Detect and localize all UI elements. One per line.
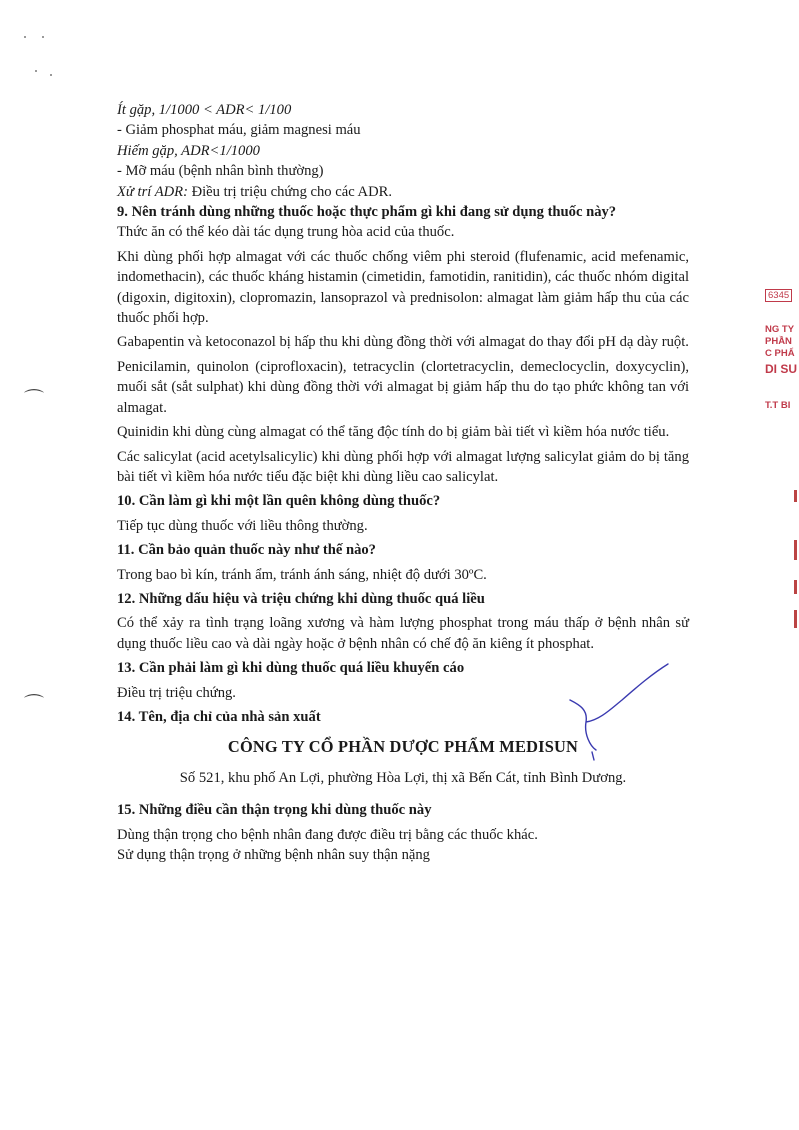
stamp-edge-mark: [794, 490, 797, 502]
adr-treatment: [117, 182, 689, 202]
section-12-heading: 12. Những dấu hiệu và triệu chứng khi dùng thuốc quá liều: [117, 590, 485, 607]
section-9-paragraph: Gabapentin và ketoconazol bị hấp thu khi dùng đồng thời với almagat do thay đổi pH dạ dày ruột.: [117, 334, 689, 351]
scan-speck: [42, 36, 44, 38]
section-9-paragraph: Khi dùng phối hợp almagat với các thuốc chống viêm phi steroid (flufenamic, acid mefenamic, indomethacin), các thuốc kháng histamin (cimetidin, famotidin, ranitidin), các thuốc nhóm digital (digoxin, digitoxin), clopromazin, lansoprazol và prednisolon: almagat làm giảm hấp thu của các thuốc phối hợp.: [117, 248, 689, 327]
stamp-edge-mark: [794, 580, 797, 594]
stamp-line: C PHẨ: [765, 348, 795, 359]
adr-rare-label: Hiếm gặp, ADR<1/1000: [117, 142, 260, 159]
section-14-heading: 14. Tên, địa chỉ của nhà sản xuất: [117, 708, 321, 725]
section-9-heading: 9. Nên tránh dùng những thuốc hoặc thực phẩm gì khi đang sử dụng thuốc này?: [117, 204, 617, 221]
manufacturer-name: CÔNG TY CỔ PHẦN DƯỢC PHẨM MEDISUN: [227, 737, 579, 757]
section-15-paragraph: Sử dụng thận trọng ở những bệnh nhân suy thận nặng: [117, 847, 430, 863]
scan-speck: [35, 70, 37, 72]
section-11-paragraph: Trong bao bì kín, tránh ẩm, tránh ánh sáng, nhiệt độ dưới 30ºC.: [117, 566, 487, 583]
stamp-line: DI SU: [765, 362, 798, 376]
section-15-paragraph: Dùng thận trọng cho bệnh nhân đang được điều trị bằng các thuốc khác.: [117, 826, 538, 843]
stamp-line: T.T BI: [765, 400, 791, 411]
stamp-line: PHẦN: [765, 336, 792, 347]
section-11-heading: 11. Cần bảo quản thuốc này như thế nào?: [117, 542, 376, 559]
section-9-paragraph: Các salicylat (acid acetylsalicylic) khi dùng phối hợp với almagat lượng salicylat giảm do bị tăng bài tiết vì kiềm hóa nước tiểu đặc biệt khi dùng liều cao salicylat.: [117, 448, 689, 485]
scan-speck: [50, 74, 52, 76]
adr-treatment-text: Điều trị triệu chứng cho các ADR.: [187, 183, 392, 200]
punch-mark-icon: ⌒: [24, 387, 44, 411]
company-stamp: [761, 286, 799, 426]
stamp-edge-mark: [794, 610, 797, 628]
section-10-heading: 10. Cần làm gì khi một lần quên không dùng thuốc?: [117, 493, 441, 510]
punch-mark-icon: ⌒: [24, 692, 44, 716]
section-12-paragraph: Có thể xảy ra tình trạng loãng xương và hàm lượng phosphat trong máu thấp ở bệnh nhân sử dụng thuốc liều cao và dài ngày hoặc ở bệnh nhân có chế độ ăn kiêng ít phosphat.: [117, 615, 689, 652]
section-9-paragraph: Penicilamin, quinolon (ciprofloxacin), tetracyclin (clortetracyclin, demeclocyclin, doxycyclin), muối sắt (sắt sulphat) khi dùng đồng thời với almagat bị giảm hấp thu do tạo phức không tan với almagat.: [117, 358, 689, 416]
adr-rare-item: - Mỡ máu (bệnh nhân bình thường): [117, 163, 324, 180]
stamp-number: 6345: [765, 289, 792, 302]
section-13-paragraph: Điều trị triệu chứng.: [117, 684, 236, 701]
section-15-heading: 15. Những điều cần thận trọng khi dùng thuốc này: [117, 802, 432, 819]
adr-uncommon-label: Ít gặp, 1/1000 < ADR< 1/100: [117, 102, 292, 118]
adr-uncommon-item: - Giảm phosphat máu, giảm magnesi máu: [117, 122, 361, 139]
section-13-heading: 13. Cần phải làm gì khi dùng thuốc quá liều khuyến cáo: [117, 660, 465, 677]
stamp-edge-mark: [794, 540, 797, 560]
section-9-paragraph: Quinidin khi dùng cùng almagat có thể tăng độc tính do bị giảm bài tiết vì kiềm hóa nước tiểu.: [117, 424, 670, 441]
signature-icon: [560, 660, 680, 770]
section-10-paragraph: Tiếp tục dùng thuốc với liều thông thường.: [117, 517, 368, 534]
manufacturer-address: Số 521, khu phố An Lợi, phường Hòa Lợi, thị xã Bến Cát, tỉnh Bình Dương.: [179, 769, 627, 786]
scan-speck: [24, 36, 26, 38]
adr-treatment-label: Xử trí ADR:: [117, 183, 188, 200]
section-9-paragraph: Thức ăn có thể kéo dài tác dụng trung hòa acid của thuốc.: [117, 224, 455, 241]
stamp-line: NG TY: [765, 324, 795, 335]
